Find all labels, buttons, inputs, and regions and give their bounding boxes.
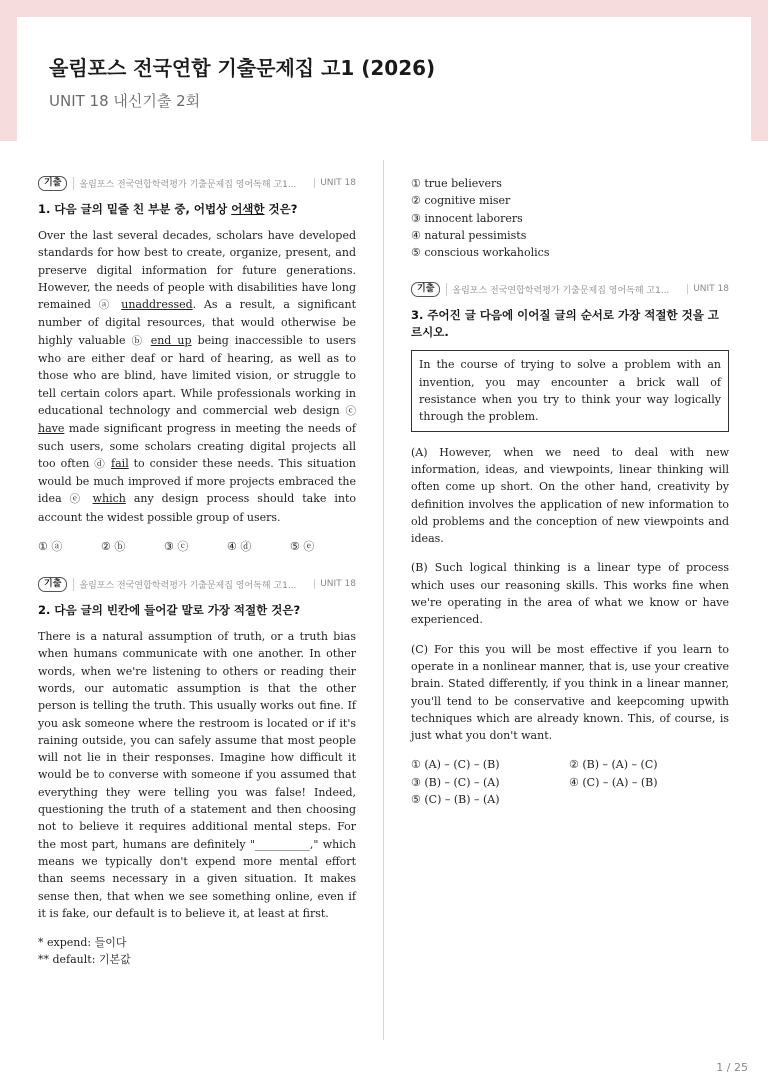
q2-source: 올림포스 전국연합학력평가 기출문제집 영어독해 고1... <box>73 578 308 591</box>
q2-note-default: ** default: 기본값 <box>38 953 131 967</box>
q2-note-expend: * expend: 들이다 <box>38 936 127 950</box>
q2-tag: 기출 <box>38 577 67 592</box>
document-title: 올림포스 전국연합 기출문제집 고1 (2026) <box>49 56 436 80</box>
q3-choice[interactable]: ② (B) – (A) – (C) <box>569 758 658 772</box>
q3-given-passage: In the course of trying to solve a problem with an invention, you may encounter a brick wall of resistance when you try to think your way logically through the problem. <box>411 350 729 431</box>
q1-text-6: any design process should take into account the widest possible group of users. <box>38 492 357 524</box>
q3-choice[interactable]: ⑤ (C) – (B) – (A) <box>411 793 500 807</box>
left-column <box>38 175 356 968</box>
right-column <box>411 175 729 808</box>
q1-tag: 기출 <box>38 176 67 191</box>
column-divider <box>383 160 384 1040</box>
q1-marker-a: ⓐ <box>98 299 114 312</box>
q3-choice[interactable]: ① (A) – (C) – (B) <box>411 758 500 772</box>
q3-unit: UNIT 18 <box>687 284 729 294</box>
q1-title <box>38 201 356 218</box>
q3-tag: 기출 <box>411 282 440 297</box>
q1-underline-c: have <box>38 422 65 436</box>
q2-unit: UNIT 18 <box>314 579 356 589</box>
q1-marker-d: ⓓ <box>94 457 107 470</box>
q1-underline-e: which <box>92 492 126 506</box>
q1-marker-e: ⓔ <box>69 493 85 506</box>
q3-title: 3. 주어진 글 다음에 이어질 글의 순서로 가장 적절한 것을 고르시오. <box>411 308 719 340</box>
q1-text-1: Over the last several decades, scholars have developed standards for how best to create, organize, present, and preserve digital information for future generations. However, the needs of people with disabilities have long remained <box>38 229 356 312</box>
q1-text-4: made significant progress in meeting the needs of such users, some scholars creating digital projects all too often <box>38 422 356 470</box>
q1-title-post: 것은? <box>264 202 298 216</box>
q1-header <box>38 175 356 191</box>
q2-notes <box>38 934 356 968</box>
q1-choice[interactable]: ② ⓑ <box>101 540 126 554</box>
q3-choice[interactable]: ③ (B) – (C) – (A) <box>411 775 500 789</box>
q1-underline-a: unaddressed <box>121 298 193 312</box>
q1-choice[interactable]: ③ ⓒ <box>164 540 189 554</box>
q1-unit: UNIT 18 <box>314 178 356 188</box>
q1-underline-d: fail <box>111 456 129 470</box>
q1-underline-b: end up <box>150 333 192 347</box>
q2-choices <box>411 175 729 261</box>
q1-title-underlined: 어색한 <box>231 202 265 216</box>
q1-marker-b: ⓑ <box>131 334 145 347</box>
q2-choice[interactable]: ① true believers <box>411 177 502 190</box>
q3-source: 올림포스 전국연합학력평가 기출문제집 영어독해 고1... <box>446 283 681 296</box>
q1-source: 올림포스 전국연합학력평가 기출문제집 영어독해 고1... <box>73 177 308 190</box>
q1-title-pre: 1. 다음 글의 밑줄 친 부분 중, 어법상 <box>38 202 232 216</box>
q3-choices <box>411 756 729 808</box>
q2-choice[interactable]: ④ natural pessimists <box>411 228 527 242</box>
q1-choice[interactable]: ④ ⓓ <box>227 540 252 554</box>
q3-paragraph-c: (C) For this you will be most effective if you learn to operate in a nonlinear manner, that is, use your creative brain. Stated differently, if you think in a linear manner, you'll tend to be conservative and keepcoming upwith techniques which are already known. This, of course, is just what you don't want. <box>411 642 729 743</box>
q2-choice[interactable]: ⑤ conscious workaholics <box>411 246 550 260</box>
page-number: 1 / 25 <box>716 1061 748 1074</box>
q3-header <box>411 281 729 297</box>
q1-marker-c: ⓒ <box>345 404 356 417</box>
q1-choice[interactable]: ① ⓐ <box>38 540 63 554</box>
document-subtitle: UNIT 18 내신기출 2회 <box>49 92 201 110</box>
q3-paragraph-a: (A) However, when we need to deal with new information, ideas, and viewpoints, linear thinking will often come up short. On the other hand, creativity by definition involves the application of new information to old problems and the conception of new viewpoints and ideas. <box>411 445 729 546</box>
q1-choices <box>38 538 356 554</box>
q1-choice[interactable]: ⑤ ⓔ <box>290 540 315 554</box>
q2-choice[interactable]: ③ innocent laborers <box>411 211 523 225</box>
q1-text-2: . As a result, a significant number of digital resources, that would otherwise be highly valuable <box>38 298 357 347</box>
q2-header <box>38 576 356 592</box>
q2-choice[interactable]: ② cognitive miser <box>411 194 511 208</box>
q1-text-3: being inaccessible to users who are either deaf or hard of hearing, as well as to those who are blind, have limited vision, or struggle to tell certain colors apart. While professionals working in educational technology and commercial web design <box>38 333 356 417</box>
q3-choice[interactable]: ④ (C) – (A) – (B) <box>569 775 658 789</box>
q3-paragraph-b: (B) Such logical thinking is a linear type of process which uses our reasoning skills. This works fine when we're operating in the area of what we know or have experienced. <box>411 561 729 627</box>
q2-passage: There is a natural assumption of truth, or a truth bias when humans communicate with one another. In other words, when we're listening to others or reading their words, our automatic assumption is that the other person is telling the truth. This usually works out fine. If you ask someone where the restroom is located or if it's raining outside, you can safely assume that most people will not lie in their responses. Imagine how difficult it would be to converse with someone if you assumed that everything they were telling you was false! Indeed, questioning the truth of a statement and then choosing not to believe it requires additional mental steps. For the most part, humans are definitely "__________," which means we typically don't expend more mental effort than seems necessary in a given situation. It makes sense then, that when we see something online, even if it is fake, our default is to believe it, at least at first. <box>38 630 356 920</box>
q1-text-5: to consider these needs. This situation would be much improved if more projects embraced the idea <box>38 456 356 506</box>
q1-passage <box>38 227 356 526</box>
q2-title: 2. 다음 글의 빈칸에 들어갈 말로 가장 적절한 것은? <box>38 603 301 618</box>
